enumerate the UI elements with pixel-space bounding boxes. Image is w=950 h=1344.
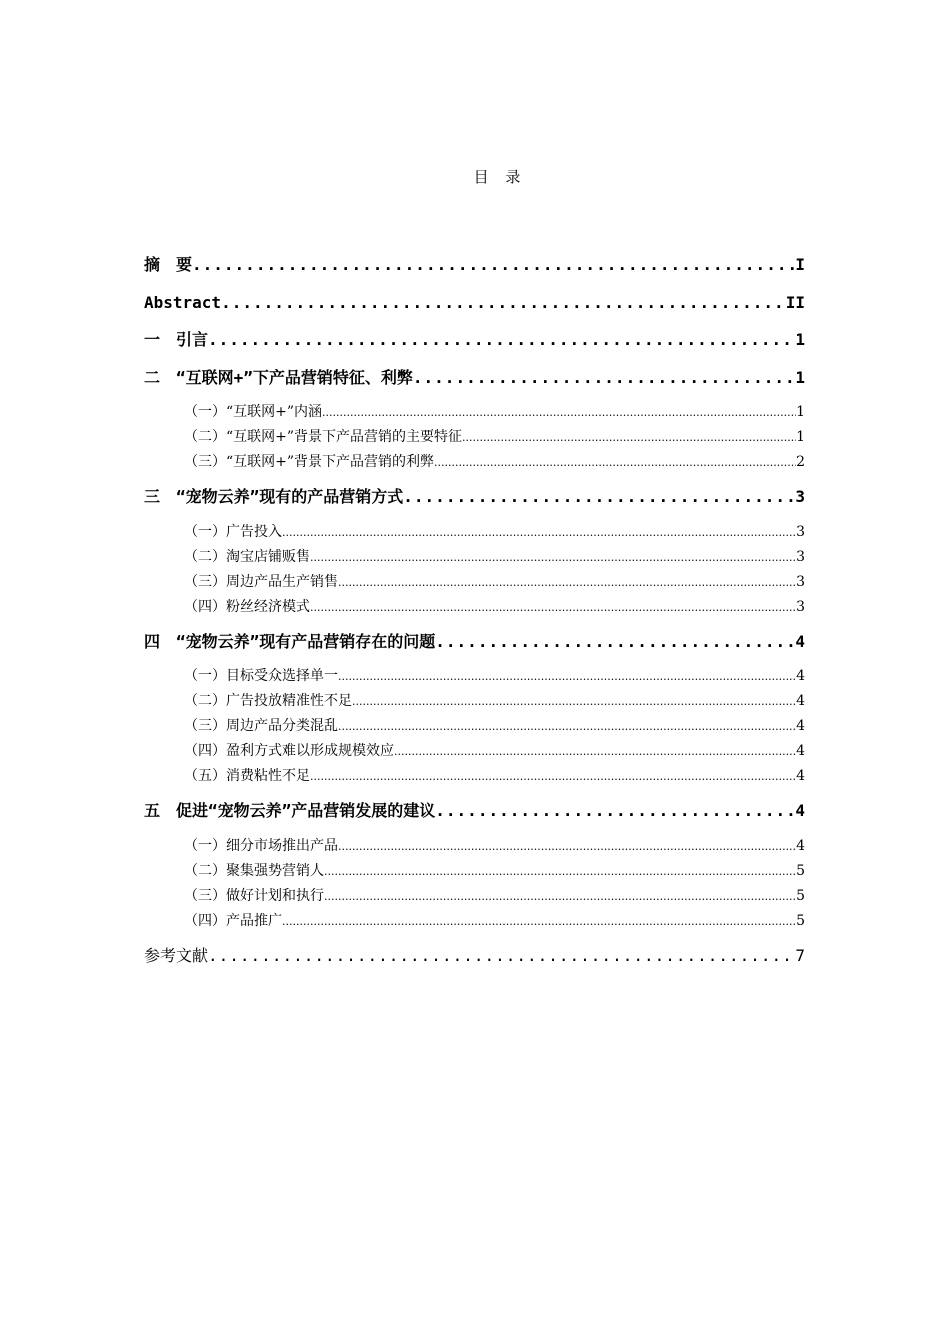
dot-leader [434,450,796,475]
dot-leader [310,764,796,789]
dot-leader [394,739,796,764]
toc-page-number: 5 [796,887,805,904]
toc-subentry[interactable] [144,450,805,475]
dot-leader [462,425,796,450]
spacer [144,934,805,941]
toc-page-number: 1 [796,404,805,420]
toc-entry-abstract-cn[interactable] [144,250,805,288]
spacer [144,620,805,627]
toc-subentry[interactable] [144,884,805,909]
toc-page-number: 4 [796,768,805,784]
dot-leader [352,689,796,714]
toc-entry-label: （二）“互联网+”背景下产品营销的主要特征 [184,429,463,445]
toc-subentry[interactable] [144,834,805,859]
dot-leader [324,884,796,909]
dot-leader [282,909,796,934]
toc-subentry[interactable] [144,520,805,545]
toc-subentry[interactable] [144,595,805,620]
toc-page-number: 3 [796,573,805,590]
toc-entry-label: （三）周边产品生产销售 [184,573,338,590]
toc-entry-label: 三 “宠物云养”现有的产品营销方式 [144,487,404,506]
toc-entry-chapter-2[interactable] [144,363,805,401]
toc-subentry[interactable] [144,739,805,764]
toc-page-number: 1 [795,330,805,349]
toc-entry-label: （一）“互联网+”内涵 [184,404,323,420]
dot-leader [208,941,795,971]
toc-entry-abstract-en[interactable] [144,288,805,326]
table-of-contents [144,250,805,978]
toc-subentry[interactable] [144,570,805,595]
toc-entry-label: 一 引言 [144,330,209,349]
toc-entry-label: （三）做好计划和执行 [184,887,324,904]
toc-page-number: 4 [795,631,805,651]
spacer [144,789,805,796]
toc-subentry[interactable] [144,714,805,739]
spacer [144,475,805,482]
toc-entry-references[interactable] [144,941,805,979]
toc-page-number: I [795,255,805,274]
toc-entry-label: （五）消费粘性不足 [184,768,310,784]
toc-entry-label: 摘 要 [144,255,193,274]
dot-leader [338,664,796,689]
toc-entry-label: （二）广告投放精准性不足 [184,693,352,709]
dot-leader [192,250,795,280]
toc-subentry[interactable] [144,859,805,884]
toc-page-number: 4 [796,837,805,854]
dot-leader [413,363,795,393]
toc-entry-label: （一）目标受众选择单一 [184,668,338,684]
toc-subentry[interactable] [144,664,805,689]
toc-entry-label: 四 “宠物云养”现有产品营销存在的问题 [144,631,436,651]
toc-subentry[interactable] [144,689,805,714]
toc-page-number: 1 [795,367,805,387]
toc-page-number: 7 [795,945,805,965]
toc-page-number: 4 [796,743,805,759]
toc-page-number: 3 [796,548,805,565]
toc-entry-label: （三）周边产品分类混乱 [184,718,338,734]
toc-entry-label: （三）“互联网+”背景下产品营销的利弊 [184,454,435,470]
toc-entry-label: （四）盈利方式难以形成规模效应 [184,743,394,759]
toc-subentry[interactable] [144,400,805,425]
toc-entry-label: Abstract [144,292,222,312]
toc-page-number: II [785,292,805,312]
dot-leader [221,288,786,318]
dot-leader [435,796,795,826]
toc-subentry[interactable] [144,764,805,789]
toc-page-number: 4 [796,693,805,709]
toc-page-number: 4 [795,801,805,820]
toc-page-number: 4 [796,668,805,684]
toc-entry-chapter-1[interactable] [144,325,805,363]
dot-leader [310,595,796,620]
toc-entry-chapter-4[interactable] [144,627,805,665]
toc-subentry[interactable] [144,909,805,934]
dot-leader [310,545,796,570]
toc-subentry[interactable] [144,425,805,450]
toc-entry-label: （四）产品推广 [184,912,282,929]
page-title: 目 录 [473,168,527,186]
dot-leader [282,520,796,545]
toc-entry-label: 二 “互联网+”下产品营销特征、利弊 [144,367,413,387]
toc-page-number: 3 [795,487,805,506]
dot-leader [338,714,796,739]
toc-entry-label: （四）粉丝经济模式 [184,598,310,615]
toc-entry-label: （二）聚集强势营销人 [184,862,324,879]
toc-page-number: 4 [796,718,805,734]
dot-leader [435,627,795,657]
toc-entry-label: （一）广告投入 [184,523,282,540]
dot-leader [338,570,796,595]
toc-entry-label: （一）细分市场推出产品 [184,837,338,854]
toc-entry-chapter-3[interactable] [144,482,805,520]
toc-entry-chapter-5[interactable] [144,796,805,834]
dot-leader [403,482,795,512]
toc-page-number: 5 [796,912,805,929]
toc-page-number: 3 [796,598,805,615]
toc-entry-label: 五 促进“宠物云养”产品营销发展的建议 [144,801,436,820]
toc-subentry[interactable] [144,545,805,570]
dot-leader [322,400,796,425]
toc-page-number: 1 [796,429,805,445]
toc-page-number: 5 [796,862,805,879]
toc-entry-label: （二）淘宝店铺贩售 [184,548,310,565]
toc-page-number: 2 [796,454,805,470]
dot-leader [324,859,796,884]
dot-leader [338,834,796,859]
toc-page-number: 3 [796,523,805,540]
toc-entry-label: 参考文献 [144,945,209,965]
dot-leader [208,325,795,355]
